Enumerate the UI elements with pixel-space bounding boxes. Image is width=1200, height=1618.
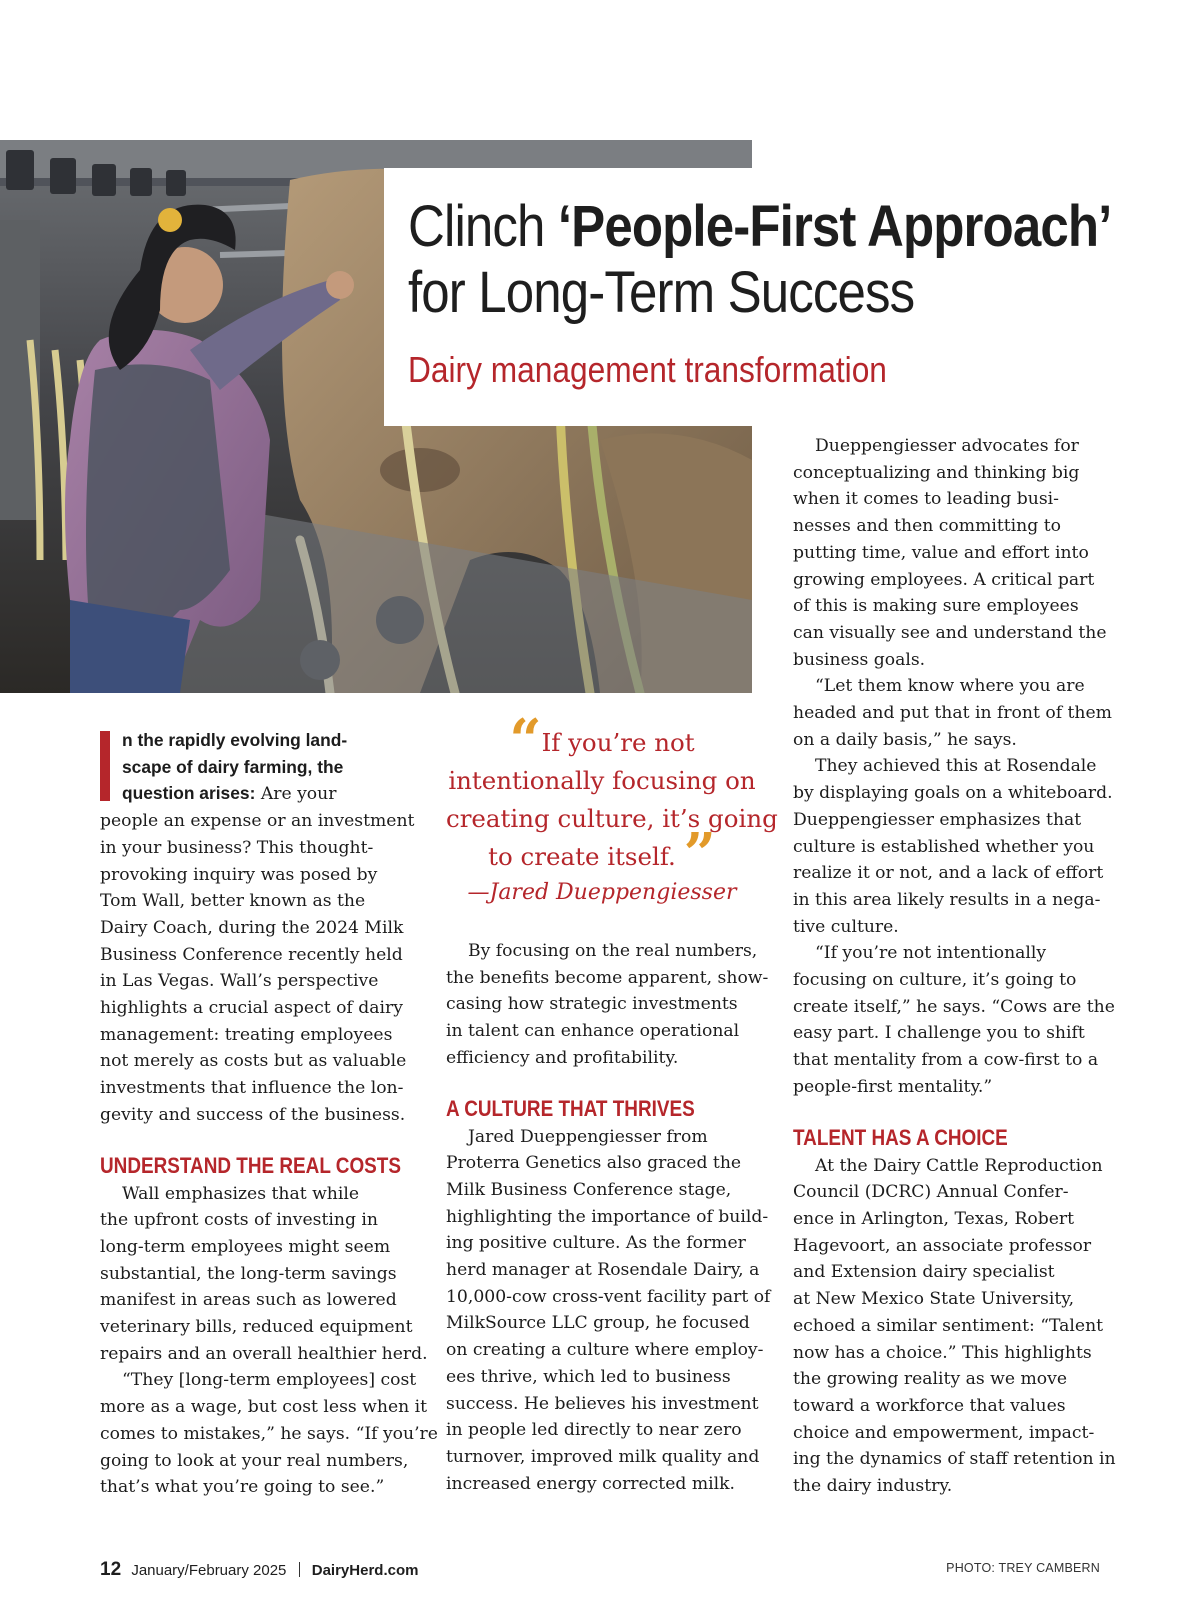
text-line: MilkSource LLC group, he focused <box>446 1313 750 1334</box>
quote-line: intentionally focusing on <box>448 766 756 795</box>
text-line: Dueppengiesser advocates for <box>815 436 1079 456</box>
drop-cap-bar <box>100 731 110 801</box>
text-line: business goals. <box>793 649 926 670</box>
text-line: the upfront costs of investing in <box>100 1210 378 1231</box>
page-number: 12 <box>100 1559 122 1580</box>
text-line: Proterra Genetics also graced the <box>446 1153 742 1174</box>
text-line: provoking inquiry was posed by <box>100 864 378 885</box>
text-line: that mentality from a cow-first to a <box>793 1050 1099 1071</box>
text-line: ees thrive, which led to business <box>446 1366 731 1387</box>
article-title <box>408 194 1111 326</box>
text-line: not merely as costs but as valuable <box>100 1051 407 1072</box>
column-3 <box>793 433 1116 1500</box>
text-line: herd manager at Rosendale Dairy, a <box>446 1260 760 1281</box>
text-line: in talent can enhance operational <box>446 1021 740 1042</box>
text-line: Dairy Coach, during the 2024 Milk <box>100 917 404 938</box>
website-link[interactable]: DairyHerd.com <box>311 1562 419 1579</box>
title-line-2: for Long-Term Success <box>408 260 915 325</box>
text-line: focusing on culture, it’s going to <box>793 970 1077 991</box>
text-line: in people led directly to near zero <box>446 1420 742 1441</box>
lead-paragraph <box>100 727 415 1129</box>
text-line: Wall emphasizes that while <box>122 1183 360 1204</box>
text-line: in this area likely results in a nega- <box>793 889 1101 910</box>
lead-bold-text: question arises: <box>122 783 256 804</box>
text-line: going to look at your real numbers, <box>100 1450 409 1471</box>
text-line: repairs and an overall healthier herd. <box>100 1343 428 1364</box>
text-line: echoed a similar sentiment: “Talent <box>793 1315 1104 1336</box>
text-line: on a daily basis,” he says. <box>793 729 1017 750</box>
text-line: They achieved this at Rosendale <box>815 756 1097 777</box>
lead-tail-text: Are your <box>255 784 337 805</box>
text-line: increased energy corrected milk. <box>446 1473 736 1494</box>
column-1 <box>100 727 438 1501</box>
text-line: By focusing on the real numbers, <box>468 941 758 961</box>
text-line: easy part. I challenge you to shift <box>793 1023 1085 1044</box>
text-line: choice and empowerment, impact- <box>793 1422 1095 1443</box>
text-line: ing the dynamics of staff retention in <box>793 1449 1116 1470</box>
text-line: headed and put that in front of them <box>793 703 1112 724</box>
quote-line <box>446 821 758 887</box>
text-line: by displaying goals on a whiteboard. <box>793 783 1113 804</box>
text-line: Milk Business Conference stage, <box>446 1179 732 1200</box>
text-line: tive culture. <box>793 916 899 937</box>
text-line: “They [long-term employees] cost <box>122 1370 417 1391</box>
text-line: casing how strategic investments <box>446 994 738 1015</box>
text-line: culture is established whether you <box>793 836 1095 857</box>
text-line: the growing reality as we move <box>793 1369 1068 1390</box>
text-line: of this is making sure employees <box>793 596 1079 617</box>
text-line: at New Mexico State University, <box>793 1289 1075 1310</box>
text-line: investments that influence the lon- <box>100 1078 404 1099</box>
text-line: highlighting the importance of build- <box>446 1206 769 1227</box>
footer-divider <box>299 1562 300 1577</box>
text-line: veterinary bills, reduced equipment <box>100 1317 413 1338</box>
issue-date: January/February 2025 <box>131 1562 287 1579</box>
text-line: create itself,” he says. “Cows are the <box>793 996 1115 1017</box>
title-block <box>384 168 1200 426</box>
title-part-regular: Clinch <box>408 194 558 259</box>
text-line: gevity and success of the business. <box>100 1104 406 1125</box>
text-line: ence in Arlington, Texas, Robert <box>793 1208 1075 1229</box>
text-line: and Extension dairy specialist <box>793 1262 1055 1283</box>
close-quote-icon: ” <box>683 821 716 887</box>
text-line: Hagevoort, an associate professor <box>793 1235 1092 1256</box>
quote-attribution: —Jared Dueppengiesser <box>467 880 737 905</box>
text-line: that’s what you’re going to see.” <box>100 1477 385 1498</box>
quote-line <box>446 707 758 773</box>
text-line: efficiency and profitability. <box>446 1047 679 1068</box>
text-line: “If you’re not intentionally <box>815 943 1047 964</box>
text-line: people-first mentality.” <box>793 1076 993 1097</box>
text-line: 10,000-cow cross-vent facility part of <box>446 1286 771 1307</box>
text-line: substantial, the long-term savings <box>100 1263 397 1284</box>
text-line: success. He believes his investment <box>446 1393 759 1414</box>
text-line: now has a choice.” This highlights <box>793 1342 1092 1363</box>
text-line: nesses and then committing to <box>793 516 1061 537</box>
text-line: can visually see and understand the <box>793 622 1107 643</box>
text-line: At the Dairy Cattle Reproduction <box>815 1155 1103 1176</box>
text-line: realize it or not, and a lack of effort <box>793 863 1104 884</box>
article-subtitle: Dairy management transformation <box>408 349 887 390</box>
lead-line: n the rapidly evolving land- <box>122 730 348 750</box>
text-line: on creating a culture where employ- <box>446 1340 764 1361</box>
text-line: putting time, value and effort into <box>793 542 1089 563</box>
text-line: long-term employees might seem <box>100 1236 391 1257</box>
text-line: Business Conference recently held <box>100 944 403 965</box>
text-line: growing employees. A critical part <box>793 569 1095 590</box>
text-line: in your business? This thought- <box>100 837 374 858</box>
photo-credit: PHOTO: TREY CAMBERN <box>946 1561 1100 1575</box>
title-part-bold: ‘People-First Approach’ <box>557 194 1112 259</box>
text-line: “Let them know where you are <box>815 676 1085 697</box>
quote-text: If you’re not <box>541 728 695 757</box>
text-line: Council (DCRC) Annual Confer- <box>793 1182 1069 1203</box>
lead-line <box>100 780 410 808</box>
lead-line: scape of dairy farming, the <box>122 756 344 777</box>
section-heading-talent: TALENT HAS A CHOICE <box>793 1124 1008 1150</box>
column-2 <box>446 938 771 1497</box>
text-line: ing positive culture. As the former <box>446 1233 746 1254</box>
text-line: management: treating employees <box>100 1024 393 1045</box>
quote-text: to create itself. <box>488 842 676 871</box>
text-line: the dairy industry. <box>793 1476 953 1497</box>
text-line: turnover, improved milk quality and <box>446 1446 760 1467</box>
text-line: toward a workforce that values <box>793 1395 1066 1416</box>
text-line: highlights a crucial aspect of dairy <box>100 998 403 1019</box>
text-line: manifest in areas such as lowered <box>100 1290 397 1311</box>
text-line: people an expense or an investment <box>100 811 415 832</box>
open-quote-icon: “ <box>509 707 542 773</box>
text-line: the benefits become apparent, show- <box>446 967 769 988</box>
page-footer <box>100 1559 418 1581</box>
text-line: when it comes to leading busi- <box>793 489 1059 510</box>
section-heading-real-costs: UNDERSTAND THE REAL COSTS <box>100 1152 401 1178</box>
section-heading-culture: A CULTURE THAT THRIVES <box>446 1095 695 1121</box>
quote-line: creating culture, it’s going <box>446 804 778 833</box>
text-line: more as a wage, but cost less when it <box>100 1397 428 1418</box>
text-line: Tom Wall, better known as the <box>100 891 366 912</box>
text-line: in Las Vegas. Wall’s perspective <box>100 971 379 992</box>
text-line: Jared Dueppengiesser from <box>468 1126 708 1147</box>
pull-quote <box>446 707 778 910</box>
text-line: comes to mistakes,” he says. “If you’re <box>100 1423 438 1444</box>
text-line: conceptualizing and thinking big <box>793 462 1080 483</box>
text-line: Dueppengiesser emphasizes that <box>793 809 1082 830</box>
